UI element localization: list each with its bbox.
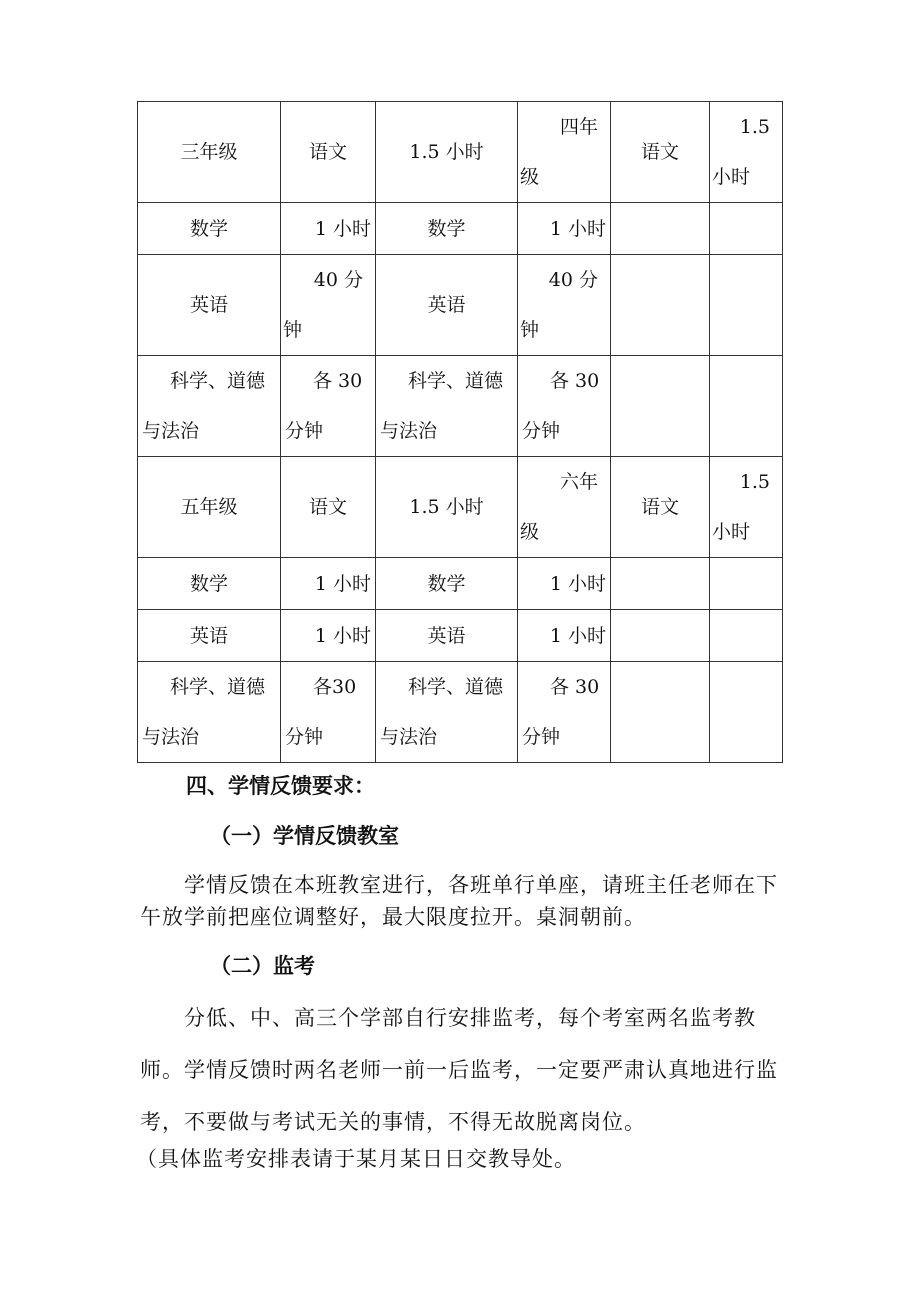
empty-cell bbox=[710, 662, 783, 763]
table-row bbox=[138, 558, 783, 610]
duration-cell: 1.5 小时 bbox=[376, 457, 518, 558]
note-text: （具体监考安排表请于某月某日日交教导处。 bbox=[136, 1147, 576, 1171]
subject-cell: 数学 bbox=[138, 558, 281, 610]
empty-cell bbox=[710, 203, 783, 255]
duration-cell: 1 小时 bbox=[281, 558, 376, 610]
duration-cell: 1.5 小时 bbox=[710, 457, 783, 558]
section-heading: 四、学情反馈要求： bbox=[186, 774, 375, 798]
empty-cell bbox=[611, 356, 710, 457]
subject-cell: 科学、道德 与法治 bbox=[138, 662, 281, 763]
subject-cell: 英语 bbox=[376, 610, 518, 662]
subject-cell: 科学、道德 与法治 bbox=[138, 356, 281, 457]
table-row bbox=[138, 662, 783, 763]
table-row bbox=[138, 203, 783, 255]
subject-cell: 语文 bbox=[611, 102, 710, 203]
duration-cell: 1 小时 bbox=[518, 203, 611, 255]
duration-cell: 1.5 小时 bbox=[376, 102, 518, 203]
empty-cell bbox=[710, 610, 783, 662]
subject-cell: 英语 bbox=[376, 255, 518, 356]
duration-cell: 各 30 分钟 bbox=[518, 662, 611, 763]
subject-cell: 数学 bbox=[376, 558, 518, 610]
duration-cell: 40 分 钟 bbox=[518, 255, 611, 356]
paragraph: 分低、中、高三个学部自行安排监考，每个考室两名监考教师。学情反馈时两名老师一前一后监考，一定要严肃认真地进行监考，不要做与考试无关的事情，不得无故脱离岗位。 bbox=[140, 1006, 778, 1134]
table-row bbox=[138, 102, 783, 203]
empty-cell bbox=[611, 610, 710, 662]
subsection-heading: （一）学情反馈教室 bbox=[210, 824, 399, 848]
empty-cell bbox=[710, 356, 783, 457]
duration-cell: 1 小时 bbox=[281, 610, 376, 662]
duration-cell: 1 小时 bbox=[281, 203, 376, 255]
grade-cell: 五年级 bbox=[138, 457, 281, 558]
table-row bbox=[138, 356, 783, 457]
subject-cell: 语文 bbox=[611, 457, 710, 558]
duration-cell: 1 小时 bbox=[518, 610, 611, 662]
duration-cell: 各 30 分钟 bbox=[518, 356, 611, 457]
subject-cell: 数学 bbox=[138, 203, 281, 255]
duration-cell: 40 分 钟 bbox=[281, 255, 376, 356]
table-row bbox=[138, 610, 783, 662]
empty-cell bbox=[611, 255, 710, 356]
subject-cell: 科学、道德 与法治 bbox=[376, 356, 518, 457]
table-row bbox=[138, 255, 783, 356]
grade-cell: 四年 级 bbox=[518, 102, 611, 203]
subject-cell: 科学、道德 与法治 bbox=[376, 662, 518, 763]
subject-cell: 语文 bbox=[281, 457, 376, 558]
empty-cell bbox=[710, 255, 783, 356]
duration-cell: 1.5 小时 bbox=[710, 102, 783, 203]
table-row bbox=[138, 457, 783, 558]
subject-cell: 数学 bbox=[376, 203, 518, 255]
duration-cell: 各 30 分钟 bbox=[281, 356, 376, 457]
subject-cell: 英语 bbox=[138, 610, 281, 662]
empty-cell bbox=[710, 558, 783, 610]
empty-cell bbox=[611, 662, 710, 763]
grade-cell: 六年 级 bbox=[518, 457, 611, 558]
exam-schedule-table bbox=[137, 101, 783, 763]
paragraph: 学情反馈在本班教室进行，各班单行单座，请班主任老师在下午放学前把座位调整好，最大限度拉开。桌洞朝前。 bbox=[140, 873, 778, 929]
subsection-heading: （二）监考 bbox=[210, 954, 315, 978]
duration-cell: 1 小时 bbox=[518, 558, 611, 610]
subject-cell: 英语 bbox=[138, 255, 281, 356]
subject-cell: 语文 bbox=[281, 102, 376, 203]
empty-cell bbox=[611, 203, 710, 255]
empty-cell bbox=[611, 558, 710, 610]
grade-cell: 三年级 bbox=[138, 102, 281, 203]
duration-cell: 各30 分钟 bbox=[281, 662, 376, 763]
